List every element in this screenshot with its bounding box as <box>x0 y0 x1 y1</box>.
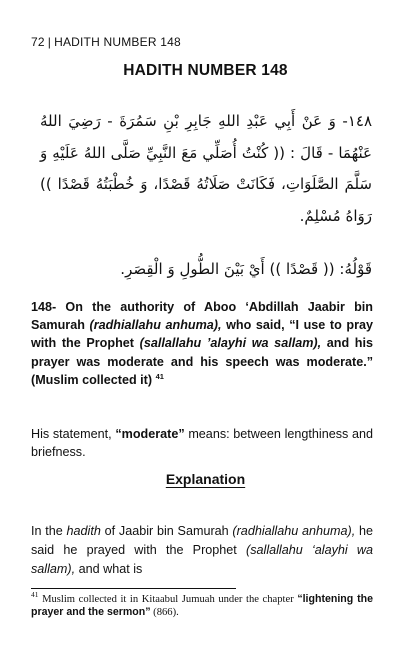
statement-part: means: between lengthiness and briefness. <box>31 427 373 460</box>
explanation-part: In the <box>31 524 67 538</box>
page-title: HADITH NUMBER 148 <box>123 62 288 79</box>
page-number: 72 <box>31 35 45 49</box>
footnote-chapter: “lightening the prayer and the sermon” <box>31 593 373 618</box>
footnote-divider <box>31 588 236 589</box>
statement-part: His statement, <box>31 427 116 441</box>
running-head-chapter: HADITH NUMBER 148 <box>54 35 181 49</box>
arabic-statement-text: قَوْلُهُ: (( قَصْدًا )) أَيْ بَيْنَ الطُّولِ وَ الْقِصَرِ. <box>120 260 372 278</box>
explanation-part: and what is <box>75 562 143 576</box>
explanation-term: hadith <box>66 524 101 538</box>
explanation-honorific: (sallallahu ‘alayhi wa sallam), <box>31 543 373 576</box>
translation-part: and his prayer was moderate and his speech was moderate.” (Muslim collected it) <box>31 336 373 387</box>
translation-honorific: (sallallahu ’alayhi wa sallam), <box>139 336 322 351</box>
footnote-reference: 41 <box>155 371 164 381</box>
explanation-honorific: (radhiallahu anhuma), <box>232 524 356 538</box>
footnote-part: Muslim collected it in Kitaabul Jumuah under the chapter <box>38 594 298 605</box>
section-heading-text: Explanation <box>165 471 246 487</box>
translation-part: who said, “I use to pray with the Prophet <box>31 318 373 351</box>
translation-honorific: (radhiallahu anhuma), <box>89 318 222 333</box>
section-heading <box>0 471 411 489</box>
translation-part: 148- On the authority of Aboo ‘Abdillah Jaabir bin Samurah <box>31 300 373 333</box>
statement-paragraph <box>31 425 373 461</box>
footnote-part: (866). <box>150 607 179 618</box>
statement-term: “moderate” <box>115 427 185 441</box>
running-head <box>31 35 181 49</box>
explanation-part: he said he prayed with the Prophet <box>31 524 373 557</box>
arabic-hadith-text: ١٤٨- وَ عَنْ أَبِي عَبْدِ اللهِ جَابِرِ بْنِ سَمُرَةَ - رَضِيَ اللهُ عَنْهُمَا - قَالَ : (( كُنْتُ أُصَلِّي مَعَ النَّبِيِّ صَلَّى اللهُ عَلَيْهِ وَ سَلَّمَ الصَّلَوَاتِ، فَكَانَتْ صَلَاتُهُ قَصْدًا، وَ خُطْبَتُهُ قَصْدًا )) رَوَاهُ مُسْلِمٌ. <box>40 112 372 225</box>
footnote-number: 41 <box>31 590 39 599</box>
explanation-paragraph <box>31 522 373 579</box>
footnote <box>31 590 373 619</box>
running-head-separator: | <box>47 35 52 49</box>
explanation-part: of Jaabir bin Samurah <box>100 524 233 538</box>
hadith-translation <box>31 298 373 389</box>
